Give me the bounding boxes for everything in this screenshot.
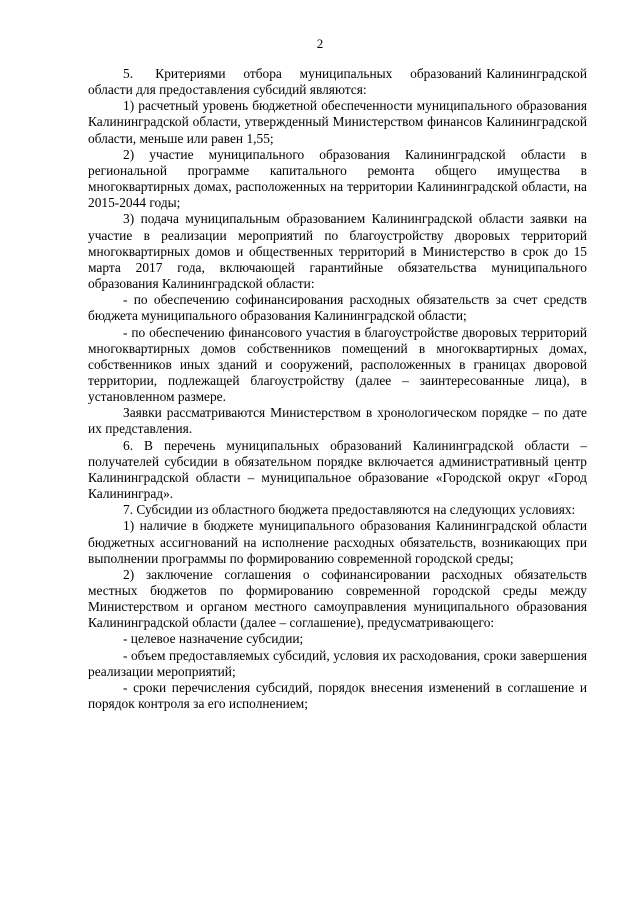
paragraph-obligation-cofinancing: - по обеспечению софинансирования расходных обязательств за счет средств бюджета муниципального образования Калининградской области; [88,292,587,324]
paragraph-obligation-participation: - по обеспечению финансового участия в благоустройстве дворовых территорий многоквартирных домов собственников помещений в многоквартирных домах, собственников иных зданий и сооружений, расположенных в границах дворовой территории, подлежащей благоустройству (далее – заинтересованные лица), в установленном размере. [88,324,587,405]
page-number: 2 [316,36,324,51]
paragraph-condition-1: 1) наличие в бюджете муниципального образования Калининградской области бюджетных ассигнований на исполнение расходных обязательств, возникающих при выполнении программы по формированию современной городской среды; [88,518,587,566]
paragraph-applications-review: Заявки рассматриваются Министерством в хронологическом порядке – по дате их представления. [88,405,587,437]
document-body [88,66,587,712]
paragraph-criterion-2: 2) участие муниципального образования Калининградской области в региональной программе капитального ремонта общего имущества в многоквартирных домах, расположенных на территории Калининградской области, на 2015-2044 годы; [88,146,587,211]
paragraph-agreement-volume: - объем предоставляемых субсидий, условия их расходования, сроки завершения реализации мероприятий; [88,647,587,679]
paragraph-item-6: 6. В перечень муниципальных образований Калининградской области – получателей субсидии в обязательном порядке включается административный центр Калининградской области – муниципальное образование «Городской округ «Город Калининград». [88,437,587,502]
paragraph-agreement-purpose: - целевое назначение субсидии; [123,631,304,647]
paragraph-criteria-heading: 5. Критериями отбора муниципальных образований Калининградской области для предоставления субсидий являются: [88,66,587,98]
paragraph-condition-2: 2) заключение соглашения о софинансировании расходных обязательств местных бюджетов по формированию современной городской среды между Министерством и органом местного самоуправления муниципального образования Калининградской области (далее – соглашение), предусматривающего: [88,566,587,631]
paragraph-item-7: 7. Субсидии из областного бюджета предоставляются на следующих условиях: [123,502,576,518]
paragraph-criterion-1: 1) расчетный уровень бюджетной обеспеченности муниципального образования Калининградской области, утвержденный Министерством финансов Калининградской области, меньше или равен 1,55; [88,98,587,146]
paragraph-criterion-3: 3) подача муниципальным образованием Калининградской области заявки на участие в реализации мероприятий по благоустройству дворовых территорий многоквартирных домов и общественных территорий в Министерство в срок до 15 марта 2017 года, включающей гарантийные обязательства муниципального образования Калининградской области: [88,211,587,292]
paragraph-agreement-terms: - сроки перечисления субсидий, порядок внесения изменений в соглашение и порядок контроля за его исполнением; [88,679,587,712]
